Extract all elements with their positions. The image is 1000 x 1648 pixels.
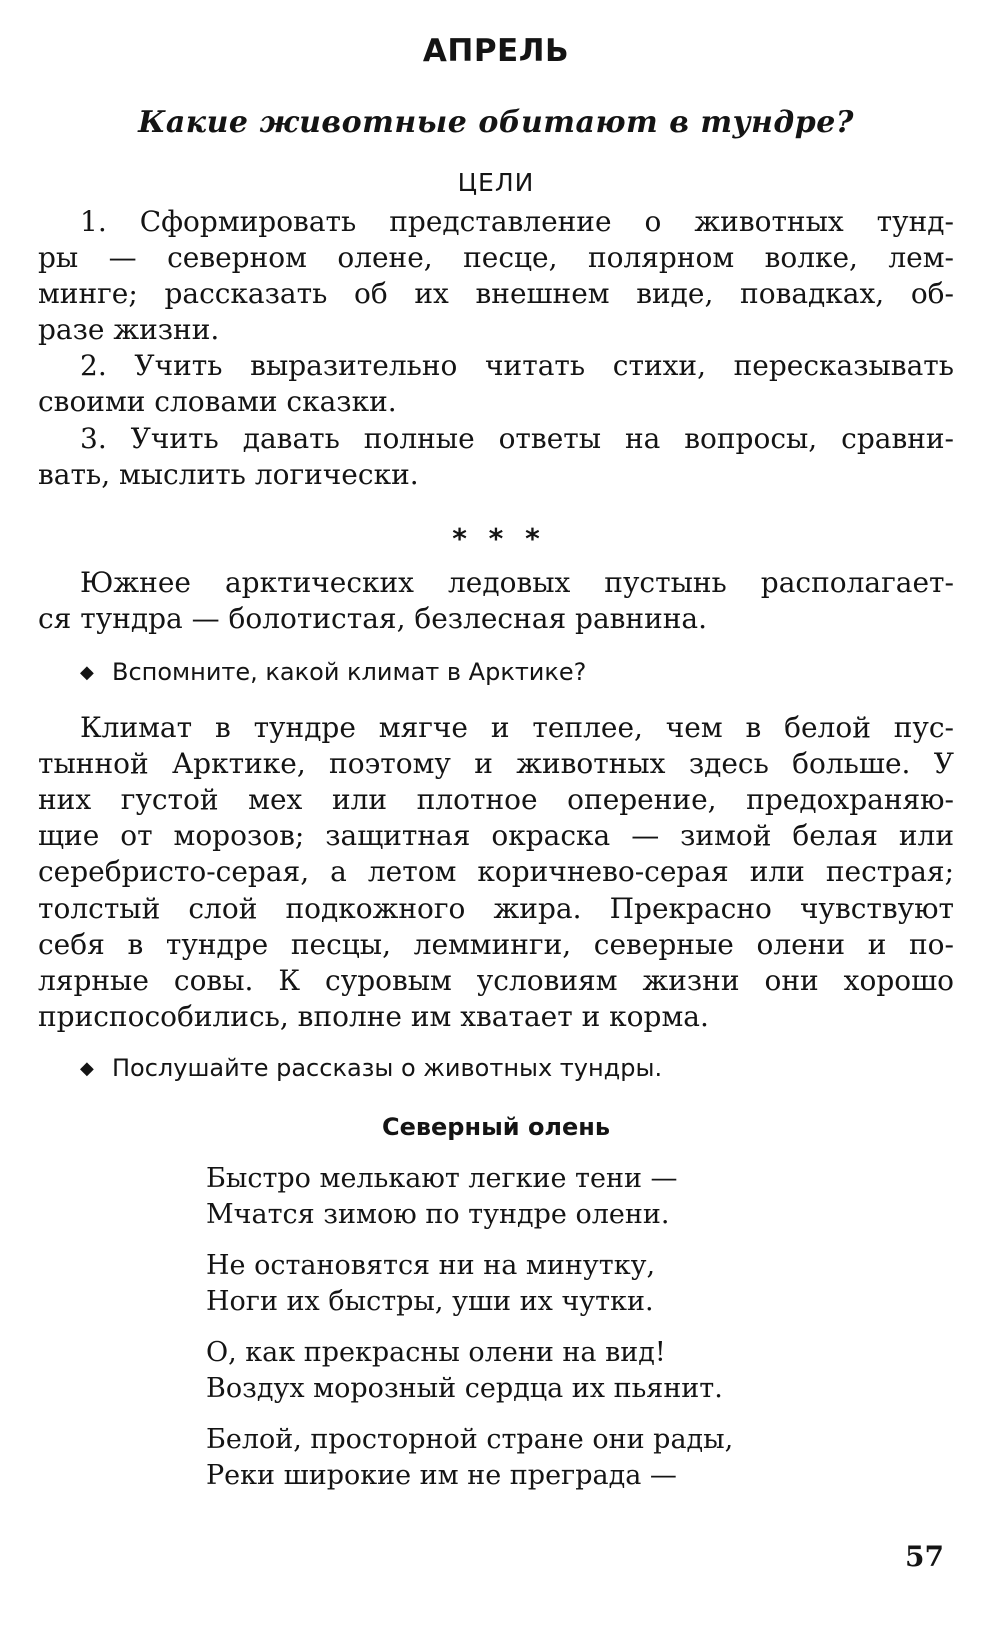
climate-line: них густой мех или плотное оперение, предохраняю- bbox=[38, 783, 954, 816]
task-text: Послушайте рассказы о животных тундры. bbox=[112, 1054, 663, 1082]
poem-line: Белой, просторной стране они рады, bbox=[206, 1424, 734, 1455]
climate-line: щие от морозов; защитная окраска — зимой белая или bbox=[38, 819, 954, 852]
task-item bbox=[80, 1051, 662, 1086]
climate-line: приспособились, вполне им хватает и корма. bbox=[38, 1000, 709, 1033]
goal-1-line: 1. Сформировать представление о животных тунд- bbox=[80, 205, 954, 238]
diamond-bullet-icon: ◆ bbox=[80, 1058, 94, 1079]
section-separator: * * * bbox=[452, 522, 540, 555]
poem-line: Мчатся зимою по тундре олени. bbox=[206, 1199, 670, 1230]
intro-line: Южнее арктических ледовых пустынь располагает- bbox=[80, 566, 954, 599]
climate-line: себя в тундре песцы, лемминги, северные олени и по- bbox=[38, 928, 954, 961]
climate-line: Климат в тундре мягче и теплее, чем в белой пус- bbox=[80, 711, 954, 744]
intro-line: ся тундра — болотистая, безлесная равнина. bbox=[38, 602, 707, 635]
diamond-bullet-icon: ◆ bbox=[80, 662, 94, 683]
goal-3-line: вать, мыслить логически. bbox=[38, 458, 419, 491]
goal-1-line: минге; рассказать об их внешнем виде, повадках, об- bbox=[38, 277, 954, 310]
poem-line: Быстро мелькают легкие тени — bbox=[206, 1163, 678, 1194]
goal-1-line: ры — северном олене, песце, полярном волке, лем- bbox=[38, 241, 954, 274]
lesson-title: Какие животные обитают в тундре? bbox=[138, 105, 854, 140]
book-page bbox=[38, 0, 954, 1648]
goal-1-line: разе жизни. bbox=[38, 313, 220, 346]
poem-line: Реки широкие им не преграда — bbox=[206, 1460, 677, 1491]
poem-line: Ноги их быстры, уши их чутки. bbox=[206, 1286, 654, 1317]
month-heading: АПРЕЛЬ bbox=[422, 33, 570, 69]
poem-line: Не остановятся ни на минутку, bbox=[206, 1250, 656, 1281]
poem-line: О, как прекрасны олени на вид! bbox=[206, 1337, 666, 1368]
goal-2-line: 2. Учить выразительно читать стихи, пересказывать bbox=[80, 349, 954, 382]
goals-heading: ЦЕЛИ bbox=[457, 168, 535, 197]
task-item bbox=[80, 655, 586, 690]
climate-line: лярные совы. К суровым условиям жизни они хорошо bbox=[38, 964, 954, 997]
task-text: Вспомните, какой климат в Арктике? bbox=[112, 658, 587, 686]
poem-title: Северный олень bbox=[381, 1113, 611, 1141]
page-number: 57 bbox=[905, 1540, 944, 1573]
climate-line: серебристо-серая, а летом коричнево-серая или пестрая; bbox=[38, 855, 954, 888]
climate-line: тынной Арктике, поэтому и животных здесь больше. У bbox=[38, 747, 954, 780]
poem-line: Воздух морозный сердца их пьянит. bbox=[206, 1373, 723, 1404]
goal-2-line: своими словами сказки. bbox=[38, 385, 397, 418]
climate-line: толстый слой подкожного жира. Прекрасно чувствуют bbox=[38, 892, 954, 925]
goal-3-line: 3. Учить давать полные ответы на вопросы, сравни- bbox=[80, 422, 954, 455]
